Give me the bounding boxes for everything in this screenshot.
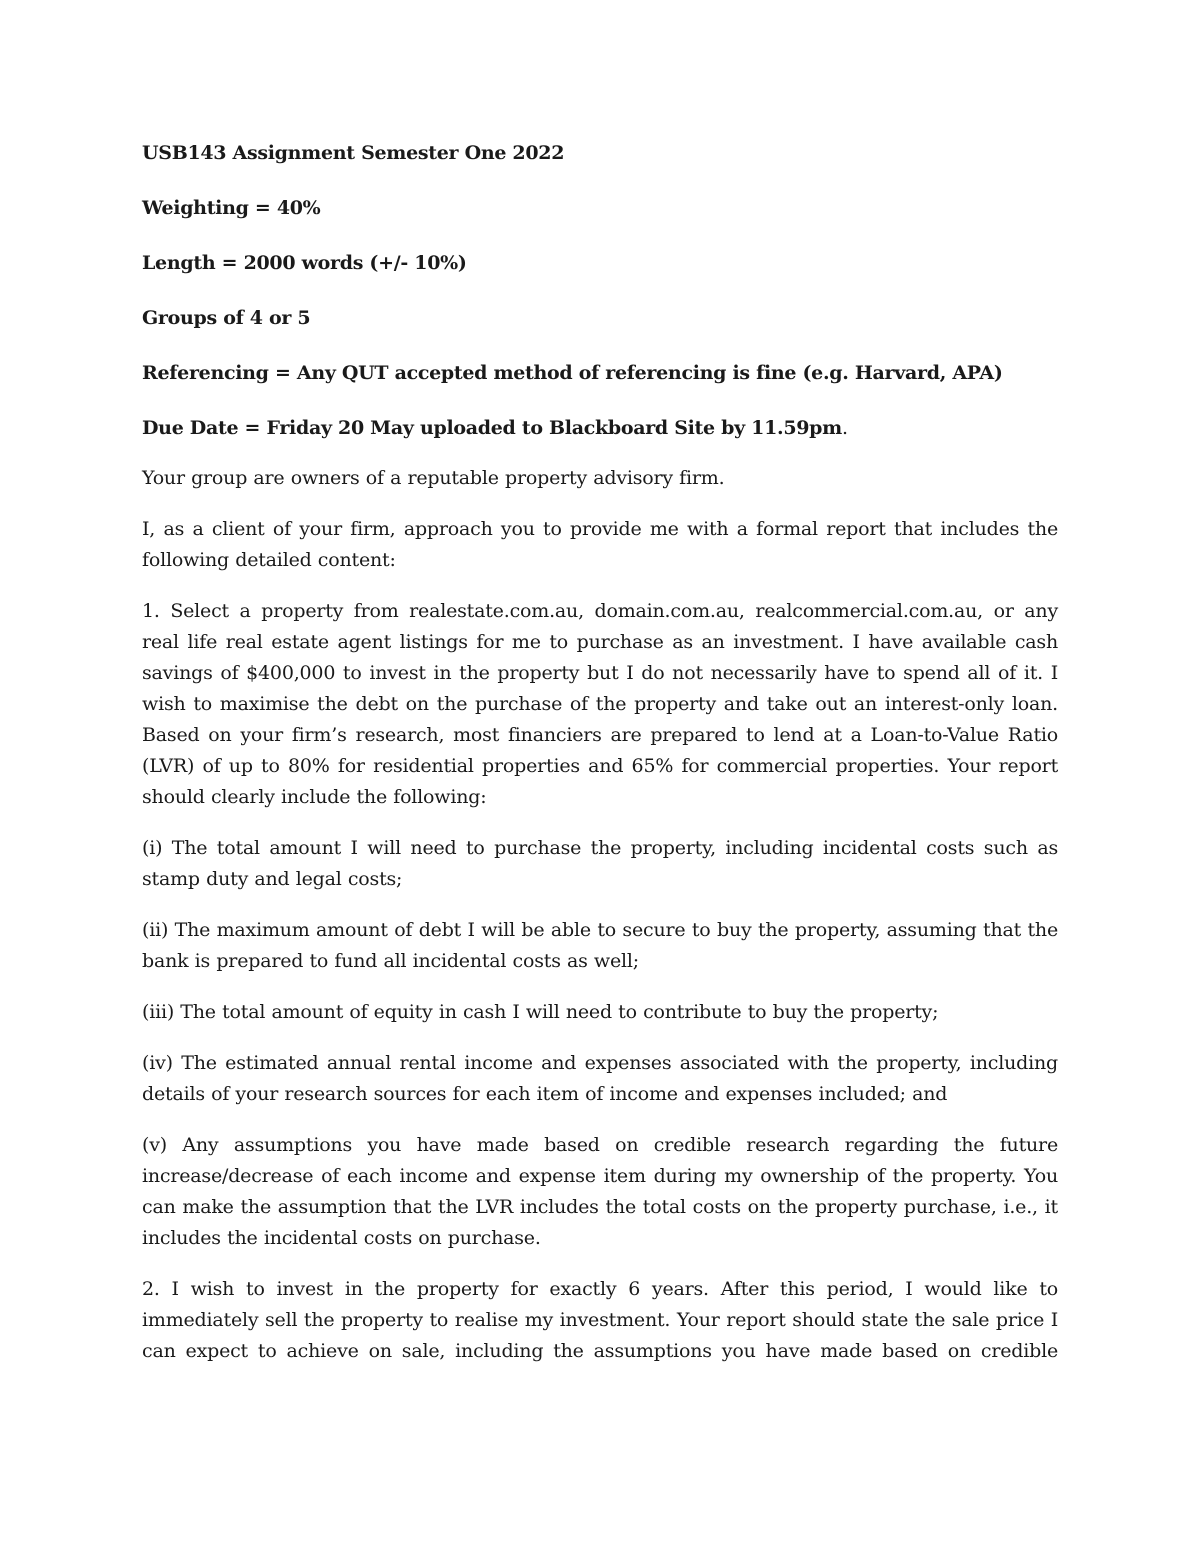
sub-item-v: (v) Any assumptions you have made based on credible research regarding the future increase/decrease of each income and expense item during my ownership of the property. You can make the assumption that the LVR includes the total costs on the property purchase, i.e., it includes the incidental costs on purchase. [142,1134,1058,1249]
due-date-period: . [841,417,848,439]
document-title: USB143 Assignment Semester One 2022 [142,142,565,164]
referencing-line: Referencing = Any QUT accepted method of referencing is fine (e.g. Harvard, APA) [142,362,1003,384]
due-date-line [142,413,1058,443]
sub-item-ii: (ii) The maximum amount of debt I will be able to secure to buy the property, assuming that the bank is prepared to fund all incidental costs as well; [142,919,1058,972]
request-paragraph: I, as a client of your firm, approach you to provide me with a formal report that includes the following detailed content: [142,518,1058,571]
due-date-text: Due Date = Friday 20 May uploaded to Blackboard Site by 11.59pm [142,417,842,439]
groups-line: Groups of 4 or 5 [142,307,311,329]
sub-item-iv: (iv) The estimated annual rental income and expenses associated with the property, including details of your research sources for each item of income and expenses included; and [142,1052,1058,1105]
sub-item-i: (i) The total amount I will need to purchase the property, including incidental costs such as stamp duty and legal costs; [142,837,1058,890]
document-page [142,138,1058,1387]
intro-paragraph: Your group are owners of a reputable property advisory firm. [142,467,725,489]
length-line: Length = 2000 words (+/- 10%) [142,252,467,274]
item-2-paragraph: 2. I wish to invest in the property for exactly 6 years. After this period, I would like to immediately sell the property to realise my investment. Your report should state the sale price I can expect to achieve on sale, including the assumptions you have made based on credible [142,1278,1058,1362]
sub-item-iii: (iii) The total amount of equity in cash I will need to contribute to buy the property; [142,1001,939,1023]
item-1-paragraph: 1. Select a property from realestate.com.au, domain.com.au, realcommercial.com.au, or any real life real estate agent listings for me to purchase as an investment. I have available cash savings of $400,000 to invest in the property but I do not necessarily have to spend all of it. I wish to maximise the debt on the purchase of the property and take out an interest-only loan. Based on your firm’s research, most financiers are prepared to lend at a Loan-to-Value Ratio (LVR) of up to 80% for residential properties and 65% for commercial properties. Your report should clearly include the following: [142,600,1058,808]
weighting-line: Weighting = 40% [142,197,321,219]
